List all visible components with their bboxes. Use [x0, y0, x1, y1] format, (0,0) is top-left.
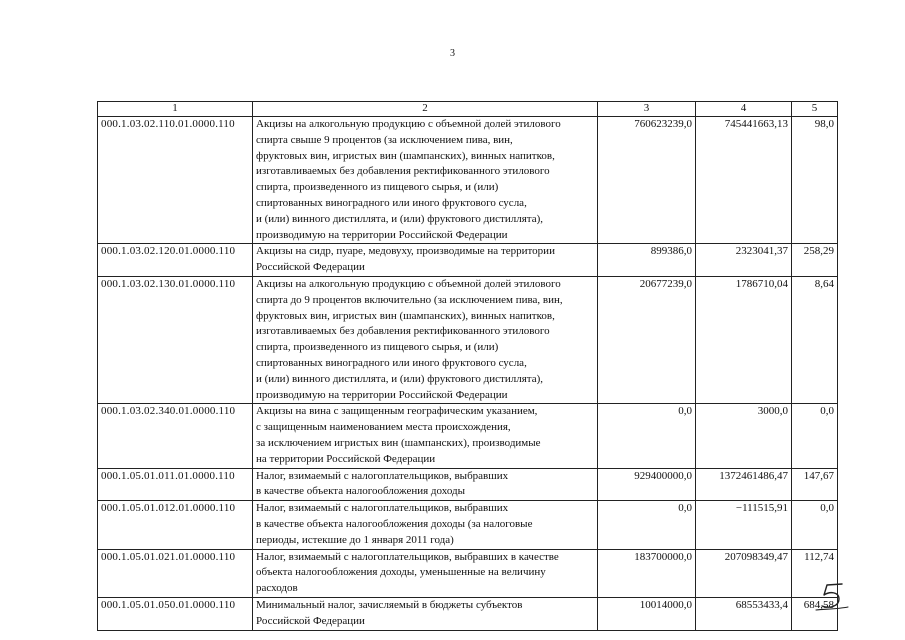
row-name: Акцизы на вина с защищенным географическим указанием, с защищенным наименованием места происхождения, за исключением игристых вин (шампанских), производимые на территории Российской Федерации	[253, 404, 598, 468]
page-number: 3	[450, 48, 455, 59]
row-name: Налог, взимаемый с налогоплательщиков, выбравших в качестве объекта налогообложения доходы, уменьшенные на величину расходов	[253, 549, 598, 597]
table-row	[98, 549, 838, 597]
row-name: Акцизы на сидр, пуаре, медовуху, производимые на территории Российской Федерации	[253, 244, 598, 277]
column-header-3: 3	[598, 102, 696, 117]
row-value-col3: 0,0	[598, 404, 696, 468]
row-value-col4: 68553433,4	[696, 597, 792, 630]
row-value-col3: 10014000,0	[598, 597, 696, 630]
row-value-col4: 207098349,47	[696, 549, 792, 597]
row-value-col4: 3000,0	[696, 404, 792, 468]
row-value-col3: 929400000,0	[598, 468, 696, 501]
table-row	[98, 468, 838, 501]
column-header-1: 1	[98, 102, 253, 117]
row-value-col4: 745441663,13	[696, 117, 792, 244]
row-code: 000.1.03.02.130.01.0000.110	[98, 276, 253, 403]
row-name: Минимальный налог, зачисляемый в бюджеты субъектов Российской Федерации	[253, 597, 598, 630]
row-value-col5: 0,0	[792, 501, 838, 549]
table-header-row	[98, 102, 838, 117]
row-code: 000.1.05.01.012.01.0000.110	[98, 501, 253, 549]
row-value-col5: 98,0	[792, 117, 838, 244]
row-code: 000.1.05.01.011.01.0000.110	[98, 468, 253, 501]
table-row	[98, 597, 838, 630]
table-row	[98, 117, 838, 244]
row-value-col3: 0,0	[598, 501, 696, 549]
row-value-col4: −111515,91	[696, 501, 792, 549]
row-code: 000.1.03.02.340.01.0000.110	[98, 404, 253, 468]
row-name: Налог, взимаемый с налогоплательщиков, выбравших в качестве объекта налогообложения доходы (за налоговые периоды, истекшие до 1 января 2011 года)	[253, 501, 598, 549]
table-row	[98, 501, 838, 549]
column-header-2: 2	[253, 102, 598, 117]
row-code: 000.1.03.02.110.01.0000.110	[98, 117, 253, 244]
handwritten-five-icon	[812, 580, 852, 612]
row-value-col3: 899386,0	[598, 244, 696, 277]
budget-table	[97, 101, 838, 631]
row-name: Акцизы на алкогольную продукцию с объемной долей этилового спирта свыше 9 процентов (за исключением пива, вин, фруктовых вин, игристых вин (шампанских), винных напитков, изготавливаемых без добавления ректификованного этилового спирта, произведенного из пищевого сырья, и (или) спиртованных виноградного или иного фруктового сусла, и (или) винного дистиллята, и (или) фруктового дистиллята), производимую на территории Российской Федерации	[253, 117, 598, 244]
row-value-col5: 112,74	[792, 549, 838, 597]
row-value-col4: 1372461486,47	[696, 468, 792, 501]
row-value-col4: 2323041,37	[696, 244, 792, 277]
row-value-col3: 183700000,0	[598, 549, 696, 597]
table-row	[98, 276, 838, 403]
handwritten-page-mark	[812, 580, 852, 617]
row-value-col5: 8,64	[792, 276, 838, 403]
row-code: 000.1.05.01.021.01.0000.110	[98, 549, 253, 597]
row-value-col5: 258,29	[792, 244, 838, 277]
row-value-col4: 1786710,04	[696, 276, 792, 403]
column-header-5: 5	[792, 102, 838, 117]
column-header-4: 4	[696, 102, 792, 117]
row-code: 000.1.05.01.050.01.0000.110	[98, 597, 253, 630]
row-value-col3: 760623239,0	[598, 117, 696, 244]
table-row	[98, 404, 838, 468]
row-name: Налог, взимаемый с налогоплательщиков, выбравших в качестве объекта налогообложения доходы	[253, 468, 598, 501]
row-code: 000.1.03.02.120.01.0000.110	[98, 244, 253, 277]
row-value-col3: 20677239,0	[598, 276, 696, 403]
row-name: Акцизы на алкогольную продукцию с объемной долей этилового спирта до 9 процентов включительно (за исключением пива, вин, фруктовых вин, игристых вин (шампанских), винных напитков, изготавливаемых без добавления ректификованного этилового спирта, произведенного из пищевого сырья, и (или) спиртованных виноградного или иного фруктового сусла, и (или) винного дистиллята, и (или) фруктового дистиллята), производимую на территории Российской Федерации	[253, 276, 598, 403]
table-row	[98, 244, 838, 277]
row-value-col5: 684,58	[792, 597, 838, 630]
row-value-col5: 0,0	[792, 404, 838, 468]
row-value-col5: 147,67	[792, 468, 838, 501]
